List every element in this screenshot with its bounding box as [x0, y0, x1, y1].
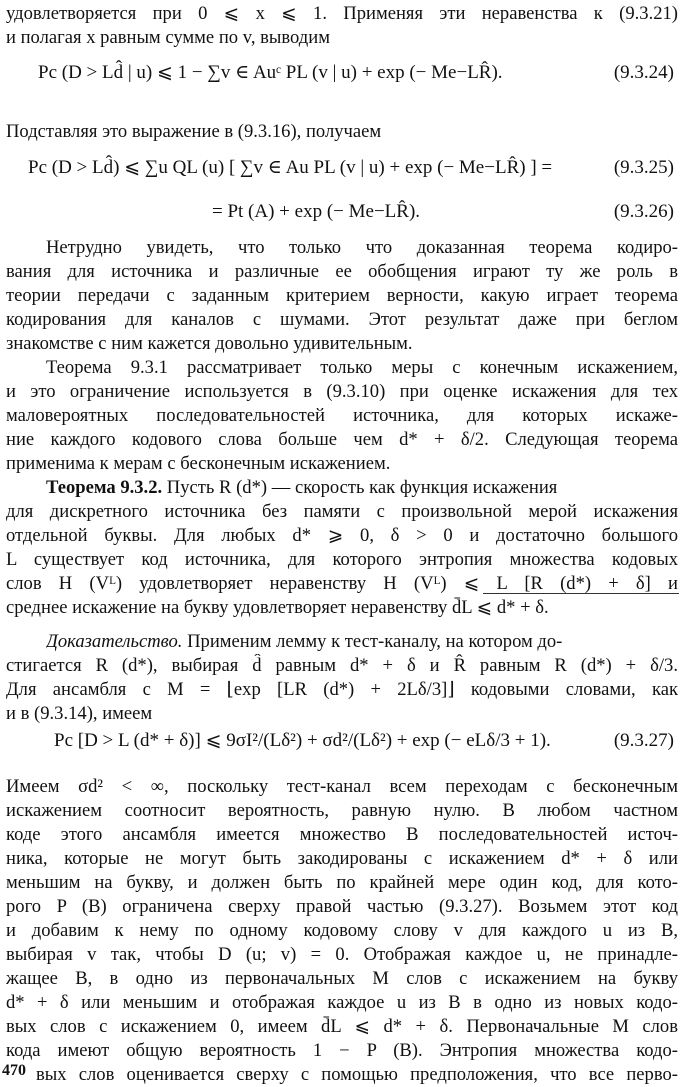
text-line: искажением соотносит вероятность, равную нулю. В любом частном: [6, 800, 678, 821]
text-line: выбирая v так, чтобы D (u; v) = 0. Отображая каждое u, не принадле-: [6, 944, 678, 965]
proof-label: Доказательство.: [46, 631, 183, 652]
text-line: стигается R (d*), выбирая d̂ равным d* + δ и R̂ равным R (d*) + δ/3.: [6, 655, 678, 676]
text-line: отдельной буквы. Для любых d* ⩾ 0, δ > 0 и достаточно большого: [6, 525, 678, 546]
text-line: кодирования для каналов с шумами. Этот результат даже при беглом: [6, 309, 678, 330]
equation-number: (9.3.24): [613, 62, 674, 83]
text-line: удовлетворяется при 0 ⩽ x ⩽ 1. Применяя эти неравенства к (9.3.21): [6, 3, 678, 24]
text-line: слов H (Vᴸ) удовлетворяет неравенству H (Vᴸ) ⩽ L [R (d*) + δ] и: [6, 573, 678, 594]
text-line: среднее искажение на букву удовлетворяет неравенству d̄L ⩽ d* + δ.: [6, 597, 549, 618]
text-line: d* + δ или меньшим и отображая каждое u из B в одно из новых кодо-: [6, 992, 678, 1013]
equation-body: Pc (D > Ld̂ | u) ⩽ 1 − ∑v ∈ Auᶜ PL (v | u) + exp (− Me−LR̂).: [38, 62, 503, 83]
text-line: и это ограничение используется в (9.3.10) при оценке искажения для тех: [6, 381, 678, 402]
equation-body: Pc (D > Ld̂) ⩽ ∑u QL (u) [ ∑v ∈ Au PL (v | u) + exp (− Me−LR̂) ] =: [28, 157, 553, 178]
text-line: ника, которые не могут быть закодированы с искажением d* + δ или: [6, 848, 678, 869]
text-line: рого P (B) ограничена сверху правой частью (9.3.27). Возьмем этот код: [6, 896, 678, 917]
text-line: Подставляя это выражение в (9.3.16), получаем: [6, 121, 382, 142]
text-line: вых слов оценивается сверху с помощью предположения, что все перво-: [36, 1064, 678, 1085]
equation-number: (9.3.26): [613, 201, 674, 222]
end-of-theorem-rule: [483, 593, 679, 594]
text-line: вых слов с искажением 0, имеем d̄L ⩽ d* + δ. Первоначальные M слов: [6, 1016, 678, 1037]
text-line: и в (9.3.14), имеем: [6, 703, 153, 724]
text-line: маловероятных последовательностей источника, для которых искаже-: [6, 405, 678, 426]
proof-text: Применим лемму к тест-каналу, на котором до-: [182, 631, 563, 652]
text-line: для дискретного источника без памяти с произвольной мерой искажения: [6, 501, 678, 522]
text-line: теории передачи с заданным критерием верности, какую играет теорема: [6, 285, 678, 306]
theorem-label: Теорема 9.3.2.: [46, 477, 163, 498]
equation-body: = Pt (A) + exp (− Me−LR̂).: [212, 201, 421, 222]
page-number: 470: [2, 1062, 26, 1079]
theorem-text: Пусть R (d*) — скорость как функция искажения: [162, 477, 558, 498]
text-line: кода имеют общую вероятность 1 − P (B). Энтропия множества кодо-: [6, 1040, 678, 1061]
text-line: L существует код источника, для которого энтропия множества кодовых: [6, 549, 678, 570]
text-line: и полагая x равным сумме по v, выводим: [6, 27, 330, 48]
equation-number: (9.3.25): [613, 157, 674, 178]
text-line: коде этого ансамбля имеется множество B последовательностей источ-: [6, 824, 678, 845]
text-line: Для ансамбля с M = ⌊exp [LR (d*) + 2Lδ/3]⌋ кодовыми словами, как: [6, 679, 678, 700]
text-line: жащее B, в одно из первоначальных M слов с искажением на букву: [6, 968, 678, 989]
theorem-first-line: [46, 476, 678, 500]
equation-number: (9.3.27): [613, 730, 674, 751]
text-line: Нетрудно увидеть, что только что доказанная теорема кодиро-: [46, 237, 678, 258]
text-line: ние каждого кодового слова больше чем d* + δ/2. Следующая теорема: [6, 429, 678, 450]
text-line: вания для источника и различные ее обобщения играют ту же роль в: [6, 261, 678, 282]
text-line: применима к мерам с бесконечным искажением.: [6, 453, 391, 474]
text-line: Теорема 9.3.1 рассматривает только меры с конечным искажением,: [46, 357, 678, 378]
proof-first-line: [46, 630, 678, 654]
text-line: Имеем σd² < ∞, поскольку тест-канал всем переходам с бесконечным: [6, 776, 678, 797]
text-line: знакомстве с ним кажется довольно удивительным.: [6, 333, 413, 354]
text-line: и добавим к нему по одному кодовому слову v для каждого u из B,: [6, 920, 678, 941]
text-line: меньшим на букву, и должен быть по крайней мере один код, для кото-: [6, 872, 678, 893]
equation-body: Pc [D > L (d* + δ)] ⩽ 9σI²/(Lδ²) + σd²/(Lδ²) + exp (− eLδ/3 + 1).: [54, 730, 551, 751]
